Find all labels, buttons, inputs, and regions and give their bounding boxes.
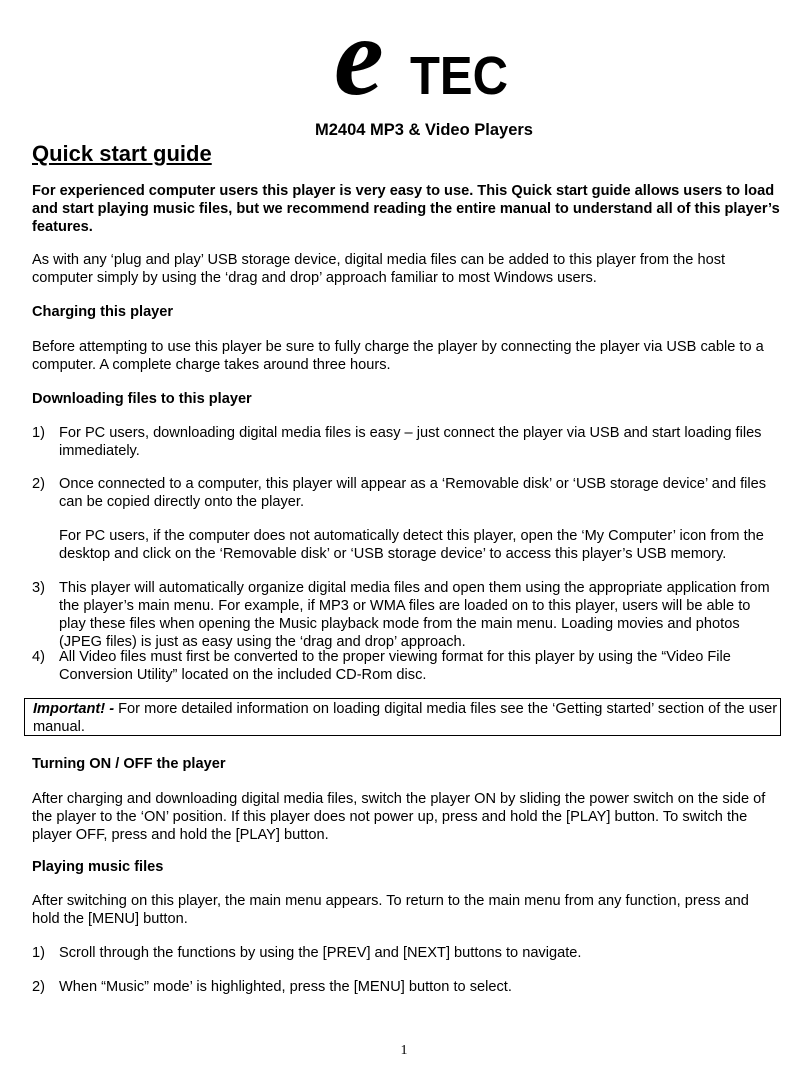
page-title: Quick start guide	[32, 141, 212, 166]
list-item-text: When “Music” mode’ is highlighted, press the [MENU] button to select.	[59, 979, 512, 995]
list-item-number: 1)	[32, 945, 45, 961]
important-note-box	[24, 698, 781, 736]
list-item-number: 4)	[32, 649, 45, 665]
document-subtitle: M2404 MP3 & Video Players	[315, 121, 533, 139]
list-item-text: For PC users, if the computer does not automatically detect this player, open the ‘My Computer’ icon from the desktop and click on the ‘Removable disk’ or ‘USB storage device’ to access this player’s USB memory.	[59, 528, 764, 562]
list-item-text: For PC users, downloading digital media files is easy – just connect the player via USB and start loading files immediately.	[59, 425, 762, 459]
etec-logo	[328, 10, 528, 106]
important-label: Important! -	[33, 701, 115, 717]
logo-letters: TEC	[410, 46, 508, 106]
turning-heading: Turning ON / OFF the player	[32, 756, 226, 772]
list-item-number: 1)	[32, 425, 45, 441]
intro-paragraph: As with any ‘plug and play’ USB storage device, digital media files can be added to this player from the host computer simply by using the ‘drag and drop’ approach familiar to most Windows users.	[32, 252, 726, 286]
list-item-text: Scroll through the functions by using the [PREV] and [NEXT] buttons to navigate.	[59, 945, 582, 961]
charging-paragraph: Before attempting to use this player be sure to fully charge the player by connecting the player via USB cable to a computer. A complete charge takes around three hours.	[32, 339, 764, 373]
charging-heading: Charging this player	[32, 304, 174, 320]
list-item-number: 2)	[32, 979, 45, 995]
playing-heading: Playing music files	[32, 859, 164, 875]
downloading-heading: Downloading files to this player	[32, 391, 252, 407]
playing-paragraph: After switching on this player, the main menu appears. To return to the main menu from any function, press and hold the [MENU] button.	[32, 893, 749, 927]
intro-bold-paragraph: For experienced computer users this player is very easy to use. This Quick start guide allows users to load and start playing music files, but we recommend reading the entire manual to understand all of this player’s features.	[32, 183, 780, 235]
list-item-number: 3)	[32, 580, 45, 596]
logo-letter-e: e	[334, 10, 384, 106]
page-number: 1	[400, 1043, 408, 1058]
list-item-text: All Video files must first be converted to the proper viewing format for this player by using the “Video File Conversion Utility” located on the included CD-Rom disc.	[59, 649, 731, 683]
list-item-text: This player will automatically organize digital media files and open them using the appropriate application from the player’s main menu. For example, if MP3 or WMA files are loaded on to this player, users will be able to play these files when opening the Music playback mode from the main menu. Loading movies and photos (JPEG files) is just as easy using the ‘drag and drop’ approach.	[59, 580, 770, 650]
list-item-text: Once connected to a computer, this player will appear as a ‘Removable disk’ or ‘USB storage device’ and files can be copied directly onto the player.	[59, 476, 767, 510]
list-item-number: 2)	[32, 476, 45, 492]
turning-paragraph: After charging and downloading digital media files, switch the player ON by sliding the power switch on the side of the player to the ‘ON’ position. If this player does not power up, press and hold the [PLAY] button. To switch the player OFF, press and hold the [PLAY] button.	[32, 791, 766, 843]
important-text: For more detailed information on loading digital media files see the ‘Getting started’ section of the user manual.	[33, 701, 778, 735]
etec-logo-mark	[328, 10, 528, 106]
